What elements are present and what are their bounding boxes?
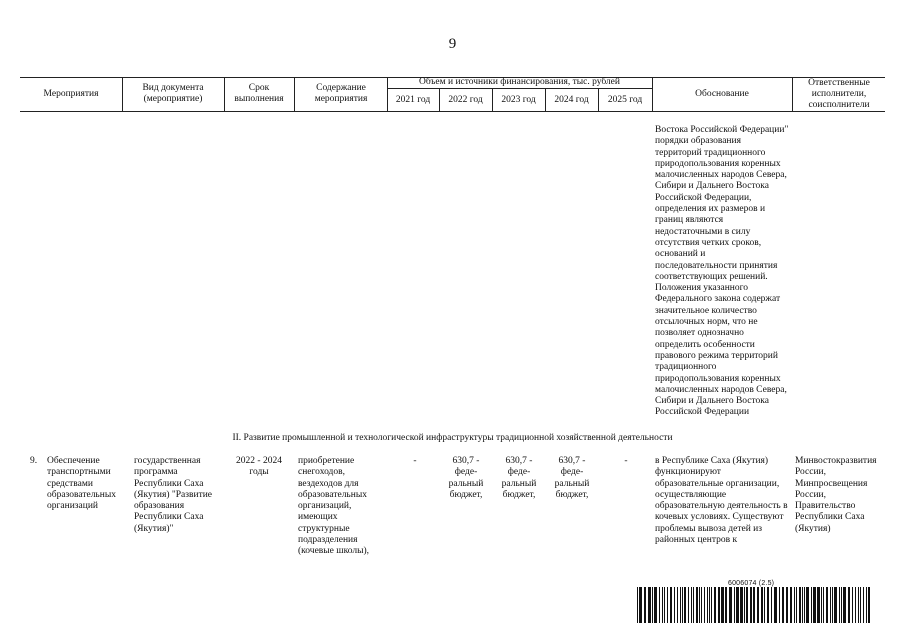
row-doc-type: государственная программа Республики Саха (Якутия) "Развитие образования Республики Саха (Якутия)" [134,456,213,534]
row-2022: 630,7 - феде-ральный бюджет, [448,456,484,500]
row-2023: 630,7 - феде-ральный бюджет, [501,456,537,500]
col-header-2023: 2023 год [501,95,536,105]
row-2021: - [413,456,417,466]
col-header-2024: 2024 год [554,95,589,105]
row-2024: 630,7 - феде-ральный бюджет, [554,456,590,500]
row-content: приобретение снегоходов, вездеходов для образовательных организаций, имеющих структурные подразделения (кочевые школы), [298,456,369,557]
col-header-content: Содержание мероприятия [314,83,368,104]
col-header-measures: Мероприятия [43,89,99,99]
header-bottom-border [20,111,885,112]
row-justification: в Республике Саха (Якутия) функционируют образовательные организации, осуществляющие образовательную деятельность в кочевых условиях. Существуют проблемы вывоза детей из районных центров к [655,456,788,546]
page-number: 9 [448,36,457,52]
section-title: II. Развитие промышленной и технологической инфраструктуры традиционной хозяйственной деятельности [232,433,673,443]
row-measure: Обеспечение транспортными средствами образовательных организаций [47,456,116,512]
barcode-label: 6006074 (2.5) [728,580,775,587]
row-term: 2022 - 2024 годы [236,456,282,478]
col-header-funding: Объем и источники финансирования, тыс. рублей [419,77,620,87]
col-header-justification: Обоснование [695,89,749,99]
funding-subheader-line [387,88,652,89]
col-header-term: Срок выполнения [234,83,284,104]
row-number: 9. [30,456,38,466]
col-header-2025: 2025 год [607,95,643,105]
row-responsible: Минвостокразвития России, Минпросвещения России, Правительство Республики Саха (Якутия) [795,456,877,534]
col-header-responsible: Ответственные исполнители, соисполнители [808,78,870,110]
col-header-doc-type: Вид документа (мероприятие) [142,83,204,104]
col-header-2022: 2022 год [448,95,483,105]
col-header-2021: 2021 год [395,95,431,105]
row-2025: - [624,456,628,466]
continued-justification-text: Востока Российской Федерации" порядки образования территорий традиционного природопользования коренных малочисленных народов Севера, Сибири и Дальнего Востока Российской Федерации, определения их размеров и границ являются недостаточными в силу отсутствия четких сроков, оснований и последовательности принятия соответствующих решений. Положения указанного Федерального закона содержат значительное количество отсылочных норм, что не позволяет однозначно определить особенности правового режима территорий традиционного природопользования коренных малочисленных народов Севера, Сибири и Дальнего Востока Российской Федерации [655,125,789,418]
barcode-icon [637,587,871,623]
